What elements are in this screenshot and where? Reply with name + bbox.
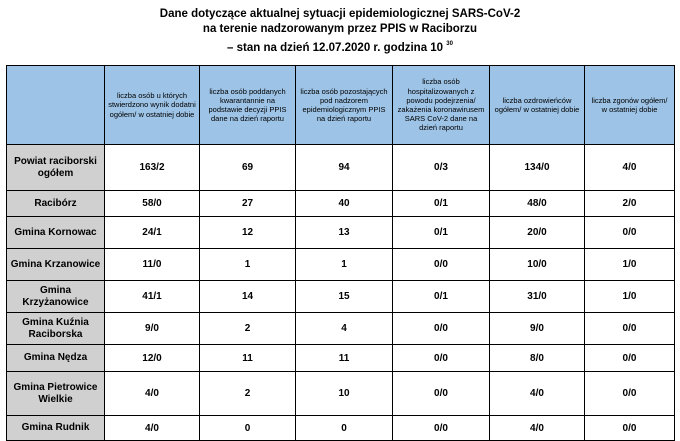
table-cell: 0/0 xyxy=(585,313,675,345)
table-cell: 1/0 xyxy=(585,249,675,281)
table-cell: 27 xyxy=(200,191,296,217)
table-cell: 1 xyxy=(296,249,393,281)
table-cell: 0/0 xyxy=(585,345,675,372)
table-row xyxy=(7,372,675,416)
row-label: Gmina Krzanowice xyxy=(7,249,105,281)
table-cell: 11/0 xyxy=(105,249,200,281)
table-cell: 4 xyxy=(296,313,393,345)
table-cell: 4/0 xyxy=(105,372,200,416)
table-cell: 1/0 xyxy=(585,281,675,313)
table-row xyxy=(7,145,675,191)
table-cell: 0/0 xyxy=(585,217,675,249)
header-cell: liczba osób poddanych kwarantannie na podstawie decyzji PPIS dane na dzień raportu xyxy=(200,66,296,145)
table-cell: 41/1 xyxy=(105,281,200,313)
table-cell: 11 xyxy=(296,345,393,372)
table-cell: 2/0 xyxy=(585,191,675,217)
table-cell: 15 xyxy=(296,281,393,313)
table-cell: 4/0 xyxy=(490,416,585,441)
corner-cell xyxy=(7,66,105,145)
header-cell: liczba osób pozostających pod nadzorem epidemiologicznym PPIS na dzień raportu xyxy=(296,66,393,145)
header-row xyxy=(7,66,675,145)
table-cell: 10/0 xyxy=(490,249,585,281)
row-label: Gmina Kuźnia Raciborska xyxy=(7,313,105,345)
table-cell: 0/3 xyxy=(393,145,490,191)
table-row xyxy=(7,191,675,217)
table-cell: 0/0 xyxy=(585,416,675,441)
table-cell: 48/0 xyxy=(490,191,585,217)
statistics-table xyxy=(6,65,675,441)
table-cell: 0/0 xyxy=(393,249,490,281)
table-cell: 0/1 xyxy=(393,191,490,217)
header-cell: liczba ozdrowieńców ogółem/ w ostatniej dobie xyxy=(490,66,585,145)
table-cell: 0/0 xyxy=(393,313,490,345)
table-cell: 11 xyxy=(200,345,296,372)
table-cell: 0/0 xyxy=(585,372,675,416)
title-line-1: Dane dotyczące aktualnej sytuacji epidemiologicznej SARS-CoV-2 xyxy=(159,8,521,20)
table-cell: 20/0 xyxy=(490,217,585,249)
table-cell: 0 xyxy=(200,416,296,441)
table-cell: 24/1 xyxy=(105,217,200,249)
table-cell: 9/0 xyxy=(490,313,585,345)
row-label: Gmina Krzyżanowice xyxy=(7,281,105,313)
table-row xyxy=(7,281,675,313)
table-cell: 0/0 xyxy=(393,372,490,416)
row-label: Gmina Pietrowice Wielkie xyxy=(7,372,105,416)
title-time-superscript: 30 xyxy=(446,41,453,47)
table-row xyxy=(7,249,675,281)
table-cell: 0/0 xyxy=(393,345,490,372)
table-cell: 69 xyxy=(200,145,296,191)
table-cell: 58/0 xyxy=(105,191,200,217)
table-cell: 163/2 xyxy=(105,145,200,191)
table-row xyxy=(7,313,675,345)
table-cell: 0/0 xyxy=(393,416,490,441)
table-cell: 40 xyxy=(296,191,393,217)
table-row xyxy=(7,416,675,441)
row-label: Gmina Nędza xyxy=(7,345,105,372)
table-cell: 8/0 xyxy=(490,345,585,372)
row-label: Racibórz xyxy=(7,191,105,217)
row-label: Powiat raciborski ogółem xyxy=(7,145,105,191)
header-cell: liczba osób u których stwierdzono wynik dodatni ogółem/ w ostatniej dobie xyxy=(105,66,200,145)
title-line-2: na terenie nadzorowanym przez PPIS w Raciborzu xyxy=(202,23,478,35)
header-cell: liczba osób hospitalizowanych z powodu podejrzenia/ zakażenia koronawirusem SARS CoV-2 dane na dzień raportu xyxy=(393,66,490,145)
table-cell: 2 xyxy=(200,313,296,345)
table-row xyxy=(7,217,675,249)
table-cell: 2 xyxy=(200,372,296,416)
table-cell: 31/0 xyxy=(490,281,585,313)
table-cell: 4/0 xyxy=(105,416,200,441)
table-cell: 9/0 xyxy=(105,313,200,345)
title-line-3: – stan na dzień 12.07.2020 r. godzina 10 $^{30}$ xyxy=(227,41,453,54)
table-row xyxy=(7,345,675,372)
table-cell: 0 xyxy=(296,416,393,441)
table-cell: 14 xyxy=(200,281,296,313)
table-cell: 12/0 xyxy=(105,345,200,372)
table-cell: 4/0 xyxy=(585,145,675,191)
table-cell: 0/1 xyxy=(393,281,490,313)
table-cell: 10 xyxy=(296,372,393,416)
report-title xyxy=(0,7,680,56)
table-cell: 12 xyxy=(200,217,296,249)
table-cell: 94 xyxy=(296,145,393,191)
row-label: Gmina Rudnik xyxy=(7,416,105,441)
table-cell: 13 xyxy=(296,217,393,249)
row-label: Gmina Kornowac xyxy=(7,217,105,249)
table-cell: 134/0 xyxy=(490,145,585,191)
table-cell: 1 xyxy=(200,249,296,281)
header-cell: liczba zgonów ogółem/ w ostatniej dobie xyxy=(585,66,675,145)
table-cell: 4/0 xyxy=(490,372,585,416)
table-cell: 0/1 xyxy=(393,217,490,249)
